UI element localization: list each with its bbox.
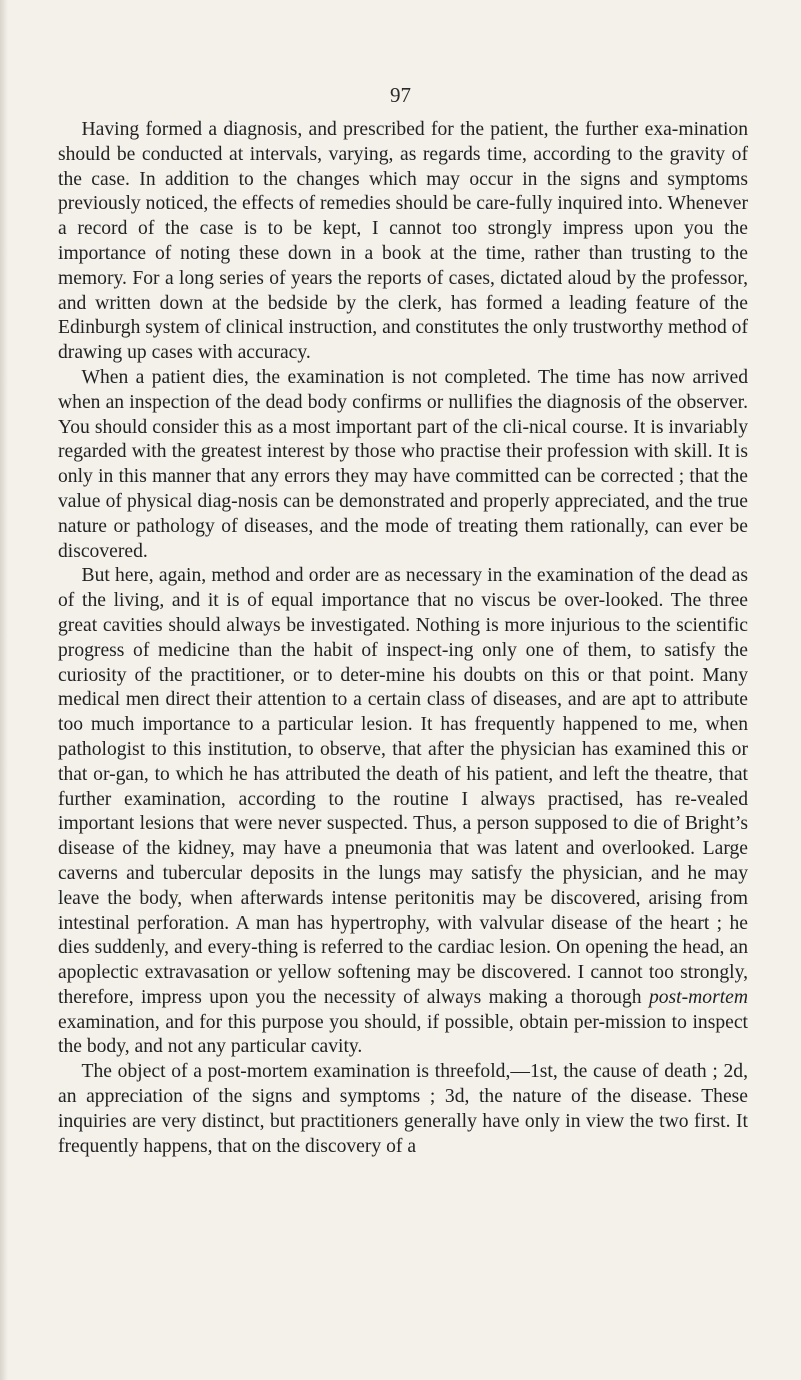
paragraph-diagnosis: Having formed a diagnosis, and prescribed for the patient, the further exa-mination should be conducted at intervals, varying, as regards time, according to the gravity of the case. In addition to the changes which may occur in the signs and symptoms previously noticed, the effects of remedies should be care-fully inquired into. Whenever a record of the case is to be kept, I cannot too strongly impress upon you the importance of noting these down in a book at the time, rather than trusting to the memory. For a long series of years the reports of cases, dictated aloud by the professor, and written down at the bedside by the clerk, has formed a leading feature of the Edinburgh system of clinical instruction, and constitutes the only trustworthy method of drawing up cases with accuracy. — [58, 119, 748, 364]
paragraph-patient-dies: When a patient dies, the examination is not completed. The time has now arrived when an inspection of the dead body confirms or nullifies the diagnosis of the observer. You should consider this as a most important part of the cli-nical course. It is invariably regarded with the greatest interest by those who practise their profession with skill. It is only in this manner that any errors they may have committed can be corrected ; that the value of physical diag-nosis can be demonstrated and properly appreciated, and the true nature or pathology of diseases, and the mode of treating them rationally, can ever be discovered. — [58, 366, 748, 562]
page-number: 97 — [390, 83, 411, 107]
paragraph-method-order-text: But here, again, method and order are as necessary in the examination of the dead as of the living, and it is of equal importance that no viscus be over-looked. The three great cavities should always be investigated. Nothing is more injurious to the scientific progress of medicine than the habit of inspect-ing only one of them, to satisfy the curiosity of the practitioner, or to deter-mine his doubts on this or that point. Many medical men direct their attention to a certain class of diseases, and are apt to attribute too much importance to a particular lesion. It has frequently happened to me, when pathologist to this institution, to observe, that after the physician has examined this or that or-gan, to which he has attributed the death of his patient, and left the theatre, that further examination, according to the routine I always practised, has re-vealed important lesions that were never suspected. Thus, a person supposed to die of Bright’s disease of the kidney, may have a pneumonia that was latent and overlooked. Large caverns and tubercular deposits in the lungs may satisfy the physician, and he may leave the body, when afterwards intense peritonitis may be discovered, arising from intestinal perforation. A man has hypertrophy, with valvular disease of the heart ; he dies suddenly, and every-thing is referred to the cardiac lesion. On opening the head, an apoplectic extravasation or yellow softening may be discovered. I cannot too strongly, therefore, impress upon you the necessity of always making a thorough — [58, 565, 748, 1008]
paragraph-method-order-text-end: examination, and for this purpose you should, if possible, obtain per-mission to inspect the body, and not any particular cavity. — [58, 1011, 748, 1058]
body-text — [58, 118, 748, 1159]
paragraph-post-mortem-object: The object of a post-mortem examination is threefold,—1st, the cause of death ; 2d, an appreciation of the signs and symptoms ; 3d, the nature of the disease. These inquiries are very distinct, but practitioners generally have only in view the two first. It frequently happens, that on the discovery of a — [58, 1061, 748, 1157]
italic-term: post-mortem — [648, 986, 748, 1008]
paragraph-method-order — [58, 564, 748, 1060]
page-edge-shadow — [0, 0, 8, 1380]
